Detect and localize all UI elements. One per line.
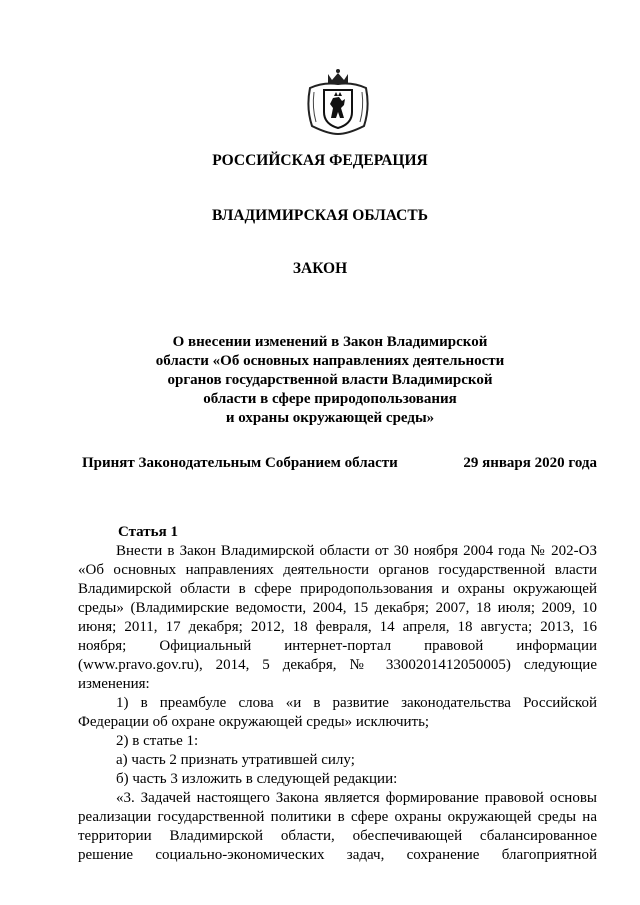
adoption-date: 29 января 2020 года [463, 455, 597, 471]
body-line: а) часть 2 признать утратившей силу; [116, 752, 355, 768]
body-line: ноября; Официальный интернет-портал правовой информации [78, 638, 597, 654]
coat-of-arms-icon [298, 68, 378, 136]
body-line: июня; 2011, 17 декабря; 2012, 18 февраля, 14 апреля, 18 августа; 2013, 16 [78, 619, 597, 635]
body-line: среды» (Владимирские ведомости, 2004, 15 декабря; 2007, 18 июля; 2009, 10 [78, 600, 597, 616]
law-title-line: области в сфере природопользования [203, 391, 457, 407]
law-title-line: области «Об основных направлениях деятельности [155, 353, 505, 369]
body-line: изменения: [78, 676, 150, 692]
body-line: решение социально-экономических задач, сохранение благоприятной [78, 847, 597, 863]
body-line: Федерации об охране окружающей среды» исключить; [78, 714, 430, 730]
body-line: «3. Задачей настоящего Закона является формирование правовой основы [116, 790, 597, 806]
body-line: 2) в статье 1: [116, 733, 199, 749]
document-type-heading: ЗАКОН [292, 260, 348, 277]
body-line: «Об основных направлениях деятельности органов государственной власти [78, 562, 597, 578]
adoption-line [82, 455, 597, 472]
body-line: б) часть 3 изложить в следующей редакции: [116, 771, 398, 787]
law-title [150, 333, 510, 428]
law-title-line: органов государственной власти Владимирской [167, 372, 493, 388]
article-heading: Статья 1 [118, 524, 178, 540]
body-line: Владимирской области в сфере природопользования и охраны окружающей [78, 581, 597, 597]
region-heading: ВЛАДИМИРСКАЯ ОБЛАСТЬ [212, 207, 428, 224]
country-heading: РОССИЙСКАЯ ФЕДЕРАЦИЯ [212, 152, 428, 169]
body-line: территории Владимирской области, обеспечивающей сбалансированное [78, 828, 597, 844]
body-line: (www.pravo.gov.ru), 2014, 5 декабря, № 3300201412050005) следующие [78, 657, 597, 673]
body-line: реализации государственной политики в сфере охраны окружающей среды на [78, 809, 597, 825]
adopted-by: Принят Законодательным Собранием области [82, 455, 398, 471]
body-line: 1) в преамбуле слова «и в развитие законодательства Российской [116, 695, 597, 711]
law-title-line: и охраны окружающей среды» [225, 410, 435, 426]
article-body [78, 542, 597, 865]
law-title-line: О внесении изменений в Закон Владимирской [172, 334, 488, 350]
body-line: Внести в Закон Владимирской области от 30 ноября 2004 года № 202-ОЗ [116, 543, 597, 559]
